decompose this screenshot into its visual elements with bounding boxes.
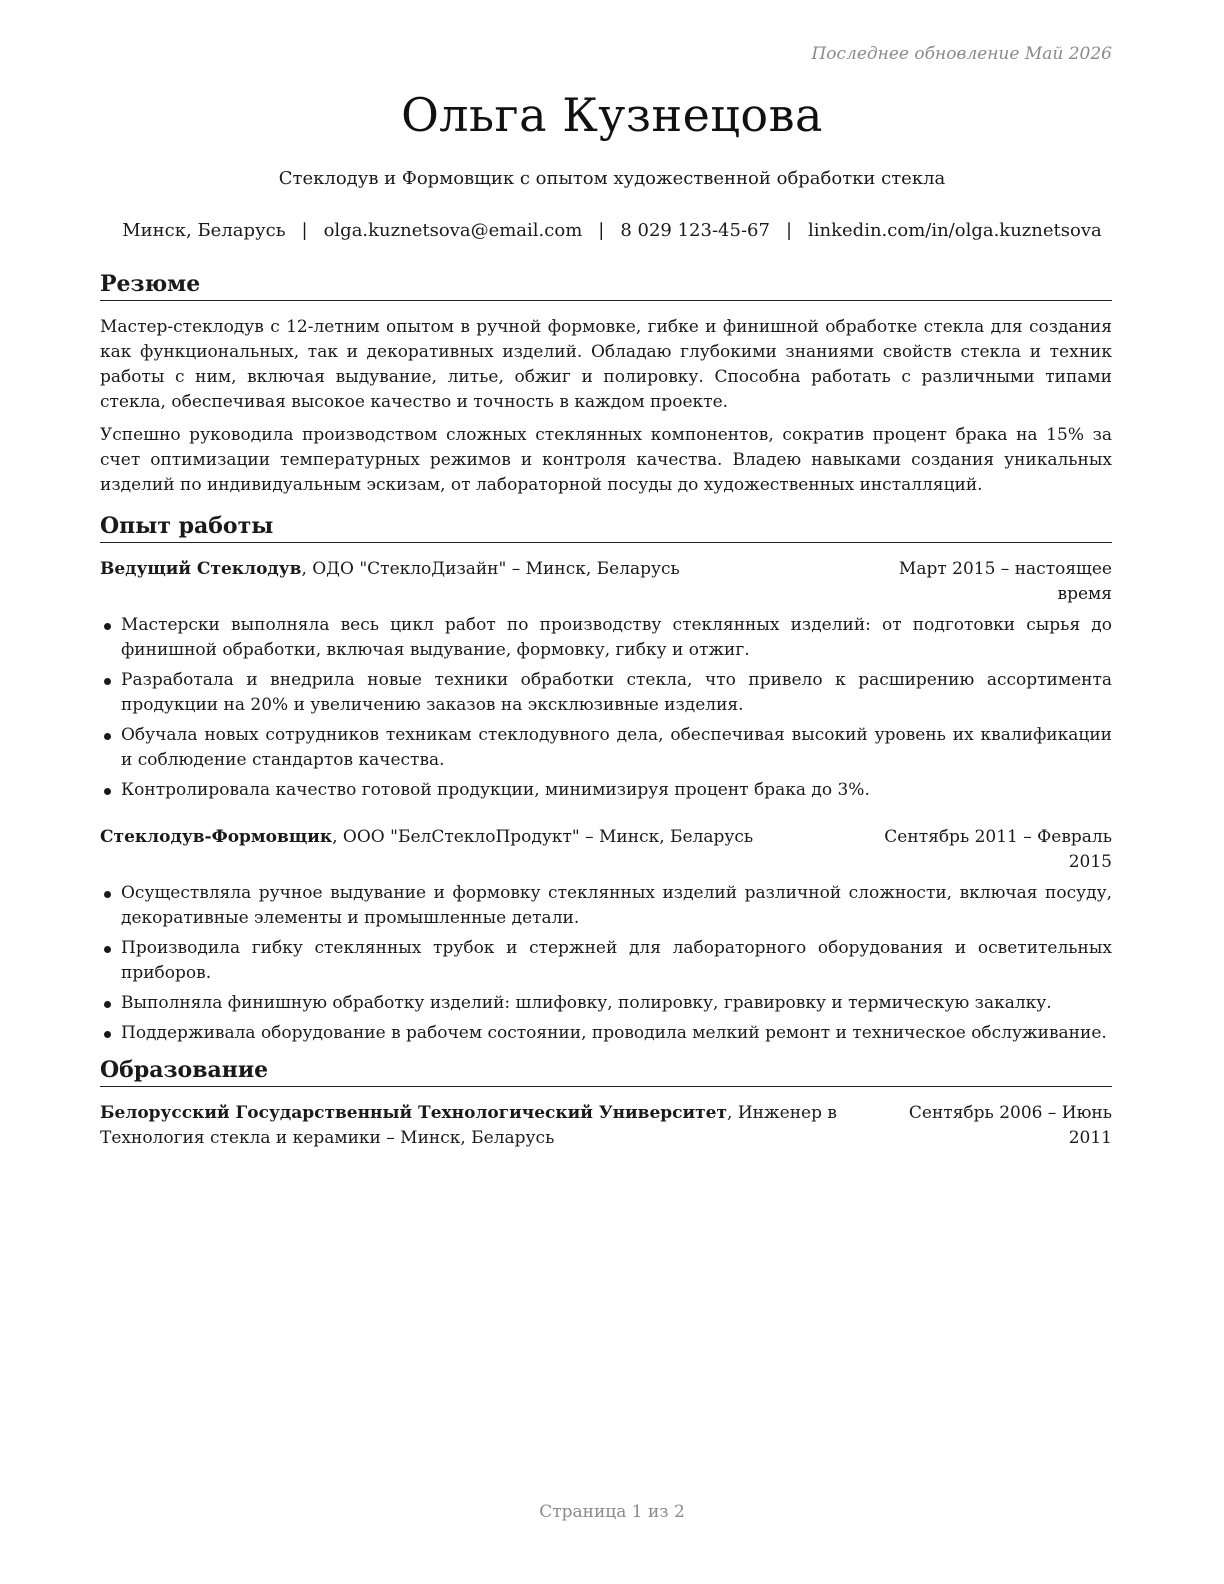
section-title-summary: Резюме: [100, 270, 1112, 301]
education-details: , Инженер в Технология стекла и керамики – Минск, Беларусь: [100, 1103, 837, 1148]
page-number: Страница 1 из 2: [539, 1502, 685, 1522]
summary-paragraph: Мастер-стеклодув с 12-летним опытом в ручной формовке, гибке и финишной обработке стекла для создания как функциональных, так и декоративных изделий. Обладаю глубокими знаниями свойств стекла и техник работы с ним, включая выдувание, литье, обжиг и полировку. Способна работать с различными типами стекла, обеспечивая высокое качество и точность в каждом проекте.: [100, 317, 1112, 412]
candidate-name: Ольга Кузнецова: [401, 88, 823, 142]
section-title-experience: Опыт работы: [100, 512, 1112, 543]
education-section: [100, 1056, 1112, 1151]
job-entry: [100, 825, 1112, 1046]
job-company: , ОДО "СтеклоДизайн" – Минск, Беларусь: [301, 559, 680, 579]
job-bullet: Осуществляла ручное выдувание и формовку стеклянных изделий различной сложности, включая посуду, декоративные элементы и промышленные детали.: [100, 881, 1112, 931]
job-position: Ведущий Стеклодув: [100, 559, 302, 579]
section-title-education: Образование: [100, 1056, 1112, 1087]
contact-separator: |: [598, 220, 605, 241]
job-bullet: Мастерски выполняла весь цикл работ по производству стеклянных изделий: от подготовки сырья до финишной обработки, включая выдувание, формовку, гибку и отжиг.: [100, 613, 1112, 663]
job-bullets: [100, 881, 1112, 1046]
candidate-subtitle: Стеклодув и Формовщик с опытом художественной обработки стекла: [278, 168, 946, 189]
job-bullet: Разработала и внедрила новые техники обработки стекла, что привело к расширению ассортимента продукции на 20% и увеличению заказов на эксклюзивные изделия.: [100, 668, 1112, 718]
job-position: Стеклодув-Формовщик: [100, 827, 333, 847]
resume-content: [100, 270, 1112, 1151]
last-updated: Последнее обновление Май 2026: [811, 44, 1112, 64]
summary-section: [100, 270, 1112, 498]
contact-phone: 8 029 123-45-67: [620, 220, 770, 241]
education-institution: Белорусский Государственный Технологический Университет: [100, 1103, 728, 1123]
job-bullet: Поддерживала оборудование в рабочем состоянии, проводила мелкий ремонт и техническое обслуживание.: [100, 1021, 1112, 1046]
job-bullet: Контролировала качество готовой продукции, минимизируя процент брака до 3%.: [100, 778, 1112, 803]
contact-email[interactable]: olga.kuznetsova@email.com: [323, 220, 583, 241]
contact-line: [0, 220, 1224, 241]
job-dates: Март 2015 – настоящее время: [898, 559, 1112, 604]
contact-linkedin[interactable]: linkedin.com/in/olga.kuznetsova: [808, 220, 1102, 241]
job-dates: Сентябрь 2011 – Февраль 2015: [884, 827, 1112, 872]
job-bullets: [100, 613, 1112, 803]
contact-location: Минск, Беларусь: [122, 220, 286, 241]
education-entry: [100, 1101, 1112, 1151]
job-bullet: Обучала новых сотрудников техникам стеклодувного дела, обеспечивая высокий уровень их квалификации и соблюдение стандартов качества.: [100, 723, 1112, 773]
summary-paragraph: Успешно руководила производством сложных стеклянных компонентов, сократив процент брака на 15% за счет оптимизации температурных режимов и контроля качества. Владею навыками создания уникальных изделий по индивидуальным эскизам, от лабораторной посуды до художественных инсталляций.: [100, 425, 1112, 495]
contact-separator: |: [785, 220, 793, 241]
job-header: [100, 557, 1112, 607]
experience-section: [100, 512, 1112, 1046]
education-dates: Сентябрь 2006 – Июнь 2011: [908, 1103, 1112, 1148]
job-entry: [100, 557, 1112, 803]
job-bullet: Производила гибку стеклянных трубок и стержней для лабораторного оборудования и осветительных приборов.: [100, 936, 1112, 986]
job-header: [100, 825, 1112, 875]
job-company: , ООО "БелСтеклоПродукт" – Минск, Беларусь: [332, 827, 754, 847]
job-bullet: Выполняла финишную обработку изделий: шлифовку, полировку, гравировку и термическую закалку.: [100, 991, 1112, 1016]
contact-separator: |: [301, 220, 308, 241]
